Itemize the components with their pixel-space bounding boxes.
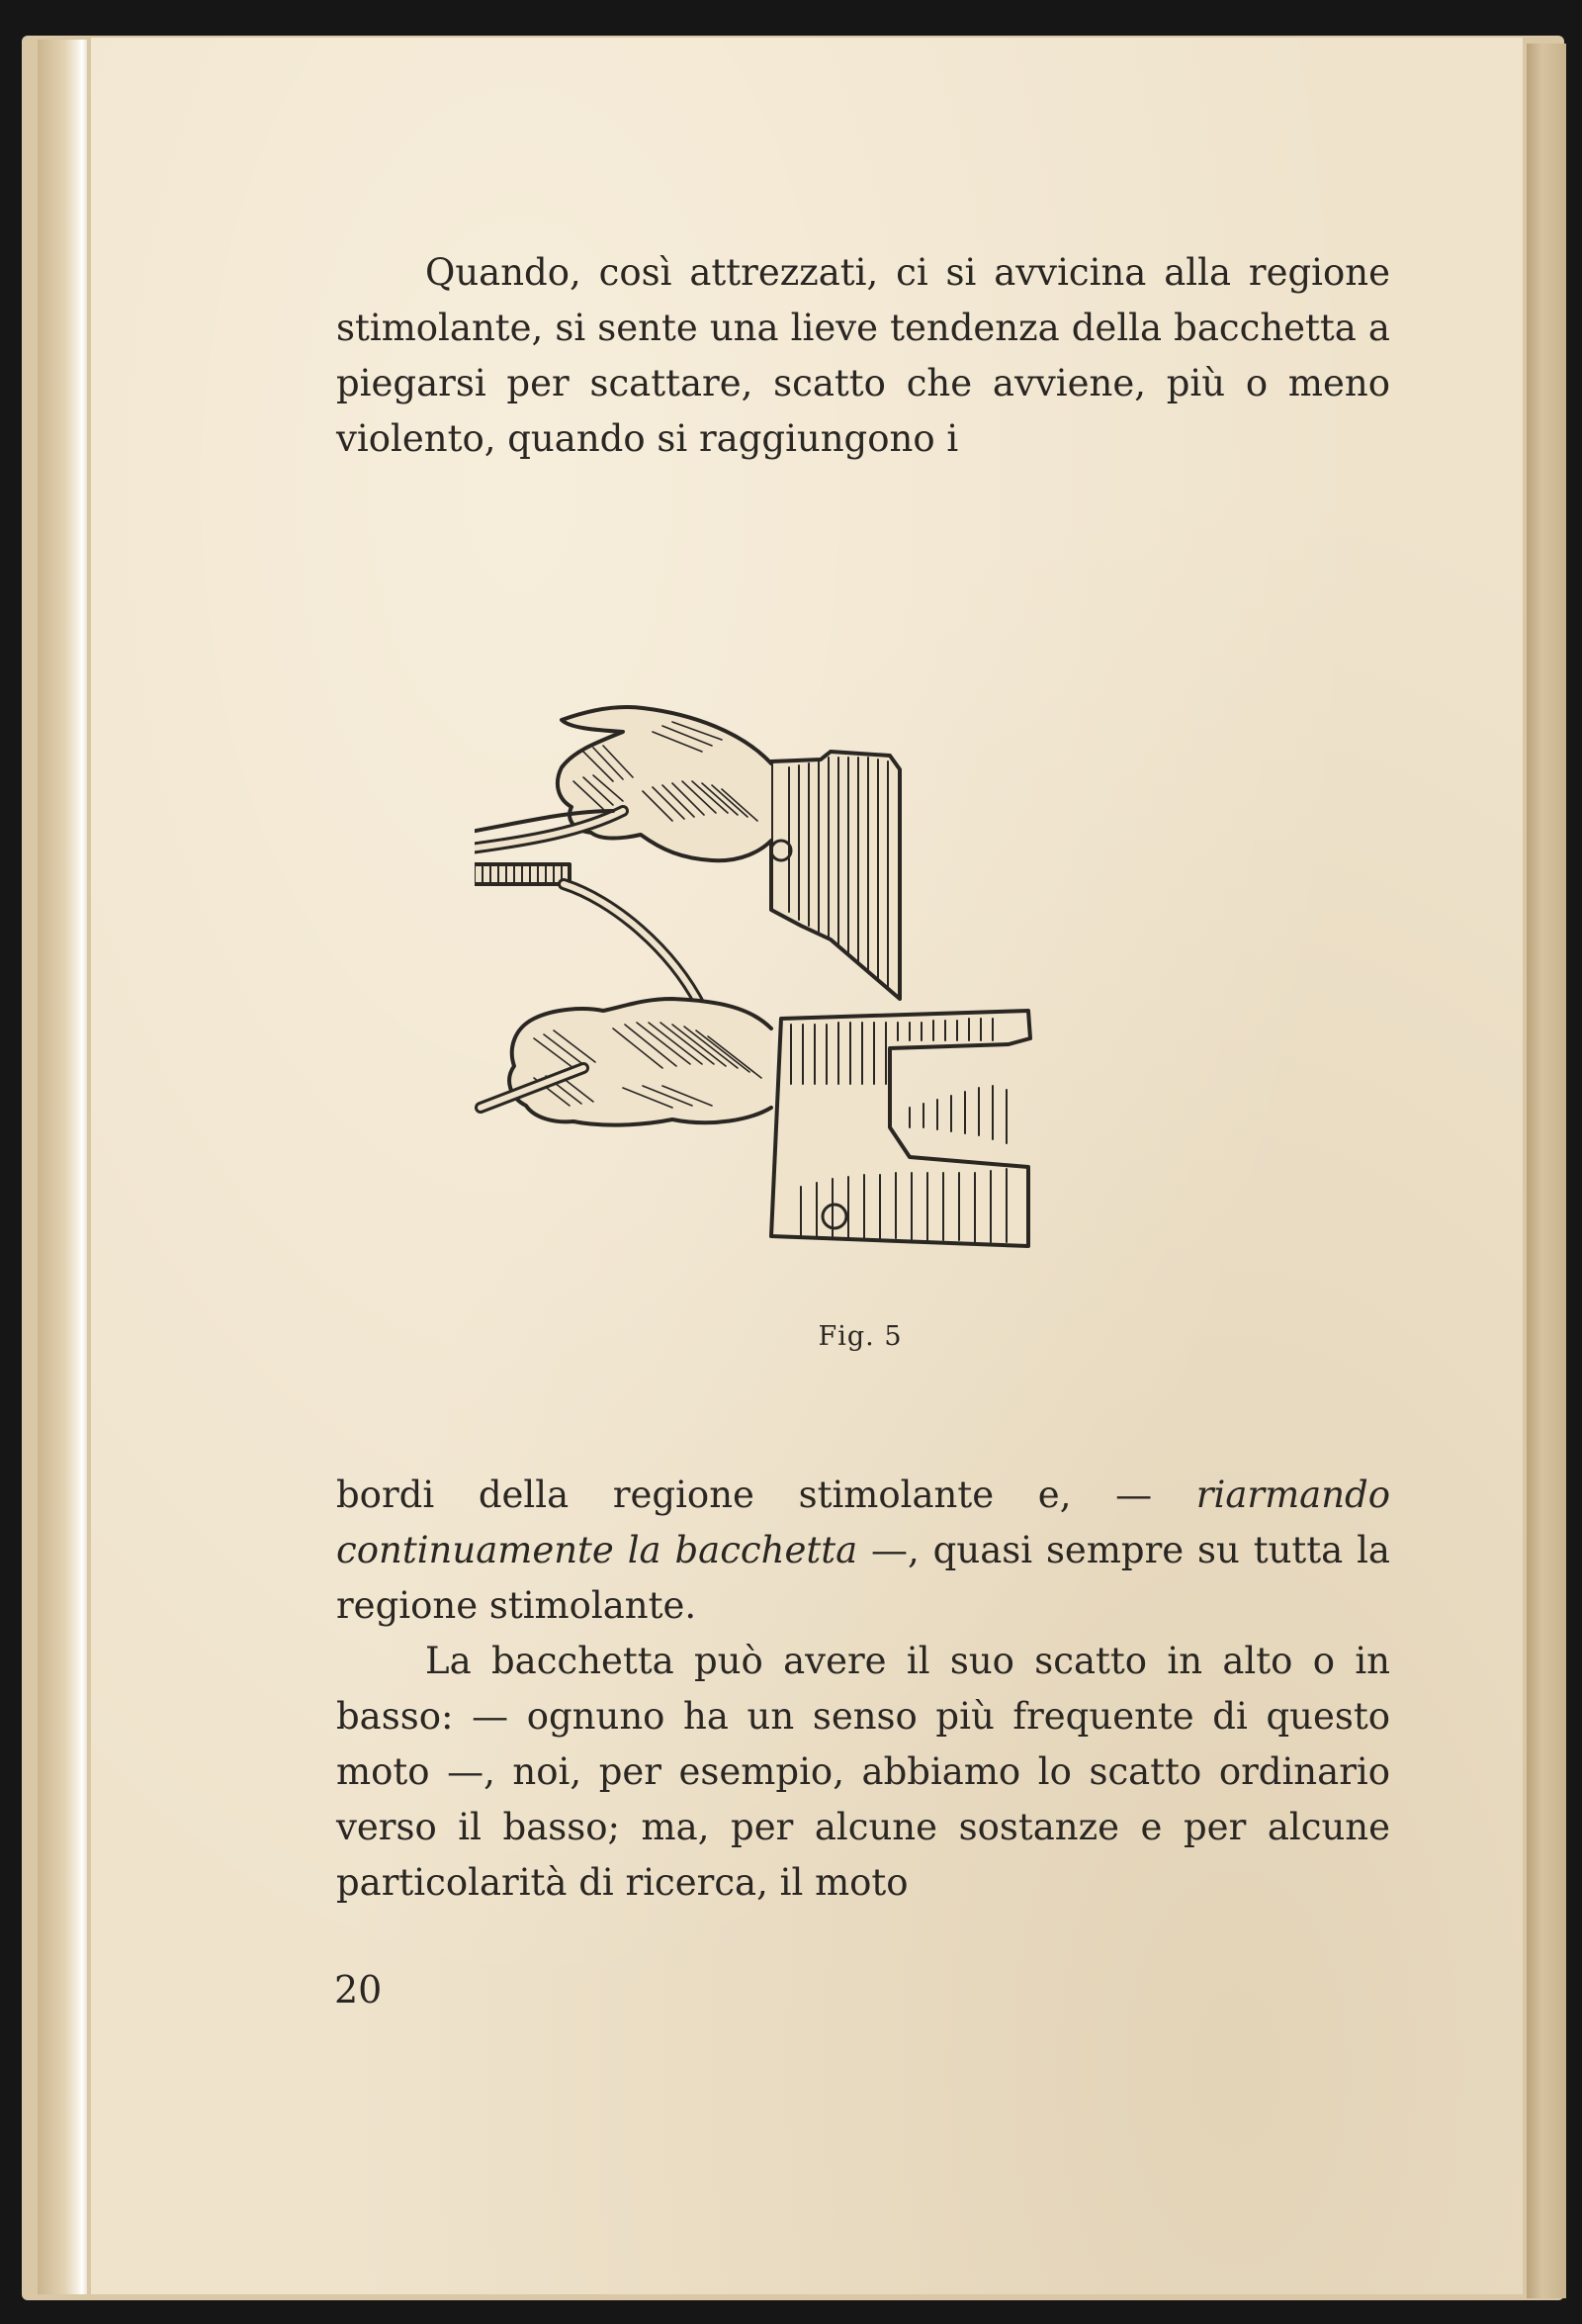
figure-caption: Fig. 5: [818, 1321, 903, 1352]
paragraph-3: La bacchetta può avere il suo scatto in alto o in basso: — ognuno ha un senso più frequente di questo moto —, noi, per esempio, abbiamo lo scatto ordinario verso il basso; ma, per alcune sostanze e per alcune particolarità di ricerca, il moto: [336, 1640, 1390, 1904]
paragraph-1: Quando, così attrezzati, ci si avvicina alla regione stimolante, si sente una lieve tendenza della bacchetta a piegarsi per scattare, scatto che avviene, più o meno violento, quando si raggiungono i: [336, 251, 1390, 460]
text-block-top: [336, 245, 1390, 467]
paragraph-2-italic: riarmando continuamente la bacchetta: [336, 1474, 1390, 1571]
page-edges: [38, 40, 87, 2294]
paragraph-2: [336, 1468, 1390, 1634]
text-block-bottom: [336, 1468, 1390, 1911]
paragraph-2-start: bordi della regione stimolante e, —: [336, 1474, 1196, 1516]
hands-holding-divining-rod-icon: [475, 692, 1266, 1286]
page-number: 20: [334, 1968, 383, 2011]
facing-page-edge: [1527, 44, 1566, 2298]
paragraph-2-end: —, quasi sempre su tutta la regione stimolante.: [336, 1529, 1390, 1627]
